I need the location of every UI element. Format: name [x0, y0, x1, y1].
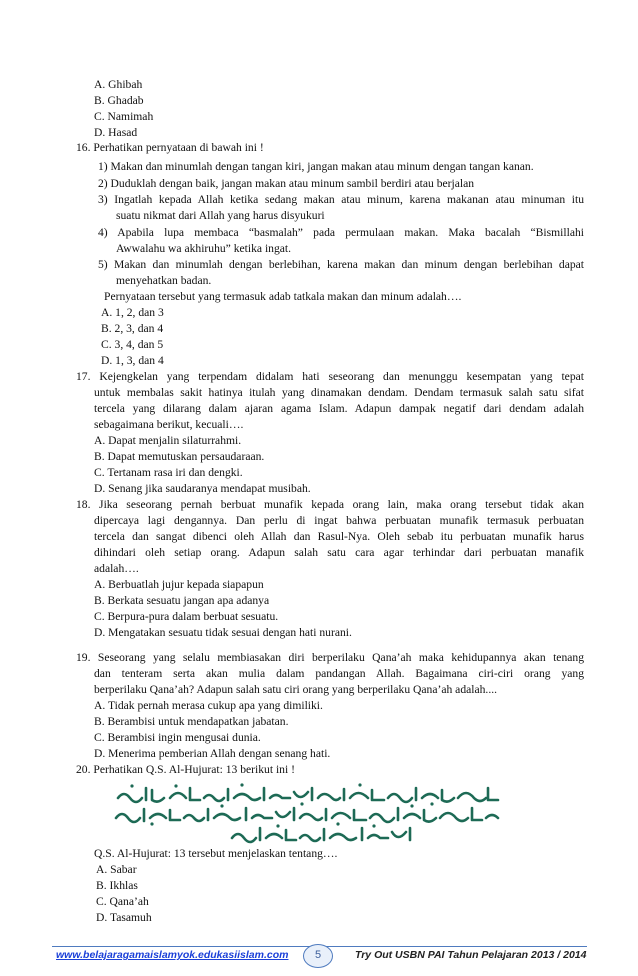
footer-website-link[interactable]: www.belajaragamaislamyok.edukasiislam.com [56, 949, 289, 961]
q20-option-d: D. Tasamuh [96, 911, 152, 924]
page-number-badge: 5 [303, 944, 333, 968]
q17-option-a: A. Dapat menjalin silaturrahmi. [94, 434, 242, 447]
q16-option-b: B. 2, 3, dan 4 [101, 322, 164, 335]
q18-option-a: A. Berbuatlah jujur kepada siapapun [94, 578, 264, 591]
q16-statement-4-cont: Awwalahu wa akhiruhu” ketika ingat. [116, 242, 292, 255]
q18-stem-line-1: 18. Jika seseorang pernah berbuat munafik kepada orang lain, maka orang tersebut tidak akan [76, 498, 584, 511]
q20-option-c: C. Qana’ah [96, 895, 149, 908]
q16-option-d: D. 1, 3, dan 4 [101, 354, 164, 367]
q15-option-a: A. Ghibah [94, 78, 143, 91]
q19-stem-line-2: dan tenteram serta akan mulia dalam pandangan Allah. Bagaimana ciri-ciri orang yang [94, 667, 584, 680]
q18-option-c: C. Berpura-pura dalam berbuat sesuatu. [94, 610, 279, 623]
q20-stem: 20. Perhatikan Q.S. Al-Hujurat: 13 berikut ini ! [76, 763, 295, 776]
q15-option-c: C. Namimah [94, 110, 154, 123]
q17-stem-line-2: untuk membalas sakit hatinya itulah yang dinamakan dendam. Dendam termasuk salah satu sifat [94, 386, 584, 399]
q16-statement-4: 4) Apabila lupa membaca “basmalah” pada permulaan makan. Maka bacalah “Bismillahi [98, 226, 584, 239]
q16-statement-5: 5) Makan dan minumlah dengan berlebihan, karena makan dan minum dengan berlebihan dapat [98, 258, 584, 271]
q16-option-a: A. 1, 2, dan 3 [101, 306, 164, 319]
q19-stem-line-1: 19. Seseorang yang selalu membiasakan diri berperilaku Qana’ah maka kehidupannya akan tenang [76, 651, 584, 664]
q17-option-d: D. Senang jika saudaranya mendapat musibah. [94, 482, 311, 495]
q18-stem-line-3: tercela dan sangat dibenci oleh Allah dan Rasul-Nya. Oleh sebab itu perbuatan munafik harus [94, 530, 584, 543]
q19-option-b: B. Berambisi untuk mendapatkan jabatan. [94, 715, 289, 728]
q16-question: Pernyataan tersebut yang termasuk adab tatkala makan dan minum adalah…. [104, 290, 462, 303]
q16-statement-5-cont: menyehatkan badan. [116, 274, 212, 287]
q16-statement-2: 2) Duduklah dengan baik, jangan makan atau minum sambil berdiri atau berjalan [98, 177, 475, 190]
q18-stem-line-5: adalah…. [94, 562, 139, 575]
q16-option-c: C. 3, 4, dan 5 [101, 338, 164, 351]
q18-stem-line-4: dihindari oleh setiap orang. Adapun salah satu cara agar terhindar dari perbuatan manafik [94, 546, 584, 559]
q20-option-a: A. Sabar [96, 863, 137, 876]
q18-option-b: B. Berkata sesuatu jangan apa adanya [94, 594, 270, 607]
q16-statement-3: 3) Ingatlah kepada Allah ketika sedang makan atau minum, karena makanan atau minuman itu [98, 193, 584, 206]
q15-option-b: B. Ghadab [94, 94, 144, 107]
q19-option-c: C. Berambisi ingin mengusai dunia. [94, 731, 261, 744]
q17-stem-line-4: sebagaimana berikut, kecuali…. [94, 418, 244, 431]
q19-option-a: A. Tidak pernah merasa cukup apa yang dimiliki. [94, 699, 323, 712]
footer-exam-title: Try Out USBN PAI Tahun Pelajaran 2013 / 2014 [355, 949, 587, 961]
q17-option-c: C. Tertanam rasa iri dan dengki. [94, 466, 243, 479]
q16-stem: 16. Perhatikan pernyataan di bawah ini ! [76, 141, 264, 154]
q19-option-d: D. Menerima pemberian Allah dengan senang hati. [94, 747, 331, 760]
q20-question: Q.S. Al-Hujurat: 13 tersebut menjelaskan tentang…. [94, 847, 338, 860]
q19-stem-line-3: berperilaku Qana’ah? Adapun salah satu ciri orang yang berperilaku Qana’ah adalah.... [94, 683, 498, 696]
q17-stem-line-1: 17. Kejengkelan yang terpendam didalam hati seseorang dan menunggu kesempatan yang tepat [76, 370, 584, 383]
q17-option-b: B. Dapat memutuskan persaudaraan. [94, 450, 265, 463]
q15-option-d: D. Hasad [94, 126, 138, 139]
q16-statement-3-cont: suatu nikmat dari Allah yang harus disyukuri [116, 209, 325, 222]
q18-stem-line-2: dipercaya lagi dengannya. Dan perlu di ingat bahwa perbuatan munafik termasuk perbuatan [94, 514, 584, 527]
q16-statement-1: 1) Makan dan minumlah dengan tangan kiri, jangan makan atau minum dengan tangan kanan. [98, 160, 534, 173]
q20-option-b: B. Ikhlas [96, 879, 138, 892]
q18-option-d: D. Mengatakan sesuatu tidak sesuai dengan hati nurani. [94, 626, 352, 639]
q17-stem-line-3: tercela yang dilarang dalam ajaran agama Islam. Adapun dampak negatif dari dendam adalah [94, 402, 584, 415]
quran-verse-image [112, 780, 506, 844]
